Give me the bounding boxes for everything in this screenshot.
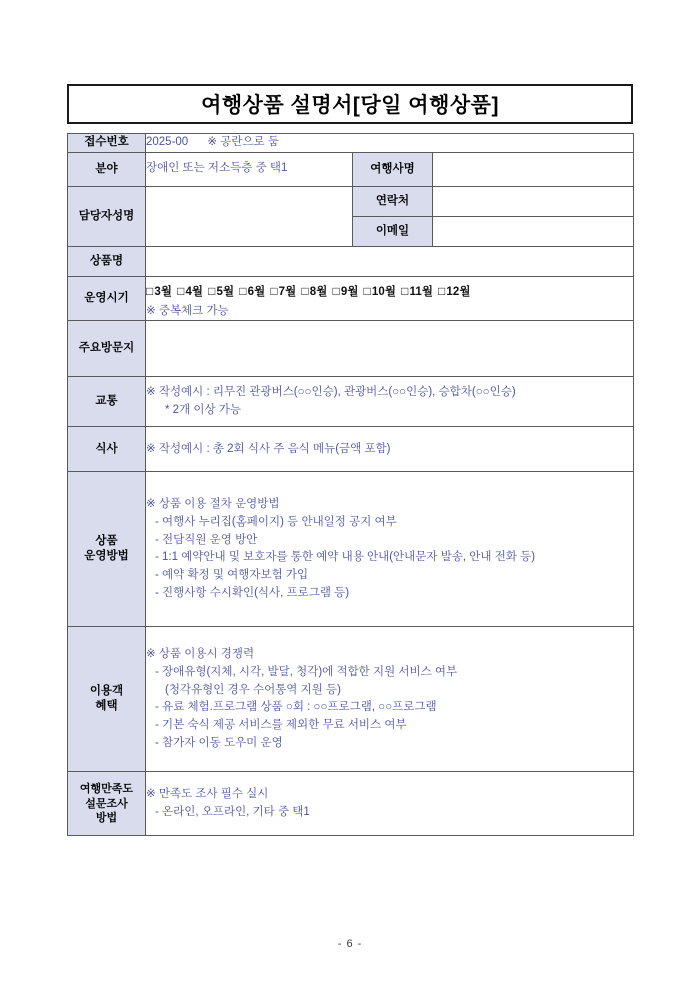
month-checkbox-8월[interactable] [301,283,328,298]
month-label: 7월 [278,285,297,298]
label-manager-name: 담당자성명 [68,186,146,246]
field-operating-period[interactable] [146,276,634,321]
text-line: - 전담직원 운영 방안 [155,533,258,546]
label-main-destinations: 주요방문지 [68,321,146,377]
operating-period-note: ※ 중복체크 가능 [146,304,229,317]
table-row-receipt-no [68,134,634,153]
label-meals: 식사 [68,427,146,472]
field-agency-name[interactable] [433,152,634,186]
table-row-transport [68,377,634,427]
month-label: 9월 [340,285,359,298]
month-checkbox-6월[interactable] [239,283,266,298]
field-product-name[interactable] [146,246,634,276]
month-checkbox-10월[interactable] [363,283,397,298]
label-agency-name: 여행사명 [353,152,433,186]
month-label: 10월 [371,285,397,298]
text-line: * 2개 이상 가능 [165,403,242,416]
label-satisfaction-survey [68,772,146,836]
label-field: 분야 [68,152,146,186]
text-line: - 기본 숙식 제공 서비스를 제외한 무료 서비스 여부 [155,719,407,732]
month-label: 5월 [216,285,235,298]
checkbox-icon[interactable]: □ [363,283,371,298]
month-label: 3월 [154,285,173,298]
field-contact[interactable] [433,186,634,216]
text-line: - 진행사항 수시확인(식사, 프로그램 등) [155,587,350,600]
field-transport[interactable] [146,377,634,427]
label-contact: 연락처 [353,186,433,216]
checkbox-icon[interactable]: □ [332,283,340,298]
checkbox-icon[interactable]: □ [401,283,409,298]
checkbox-icon[interactable]: □ [270,283,278,298]
label-user-benefits-line1: 이용객 [89,684,124,697]
label-satisfaction-survey-line2: 설문조사 [85,797,128,810]
field-main-destinations[interactable] [146,321,634,377]
label-operating-period: 운영시기 [68,276,146,321]
label-operation-method-line2: 운영방법 [84,550,129,563]
text-line: - 예약 확정 및 여행자보험 가입 [155,569,309,582]
label-receipt-no: 접수번호 [68,134,146,153]
satisfaction-survey-lines [146,786,633,822]
month-checkbox-9월[interactable] [332,283,359,298]
meals-lines [146,441,633,459]
checkbox-icon[interactable]: □ [301,283,309,298]
text-line: - 여행사 누리집(홈페이지) 등 안내일정 공지 여부 [155,515,397,528]
receipt-no-content [146,134,633,152]
checkbox-icon[interactable]: □ [146,283,154,298]
field-meals[interactable] [146,427,634,472]
document-title-box [67,84,633,124]
label-transport: 교통 [68,377,146,427]
travel-product-form-table [67,133,634,836]
month-checkbox-3월[interactable] [146,283,173,298]
table-row-user-benefits [68,627,634,772]
month-checkbox-group[interactable] [146,277,633,302]
text-line: ※ 상품 이용시 경쟁력 [146,648,255,660]
field-satisfaction-survey[interactable] [146,772,634,836]
month-label: 11월 [409,285,434,298]
table-row-operation-method [68,472,634,627]
table-row-satisfaction-survey [68,772,634,836]
user-benefits-lines [146,646,633,753]
page-title: 여행상품 설명서[당일 여행상품] [201,94,499,117]
receipt-no-value: 2025-00 [146,136,189,148]
operation-method-lines [146,496,633,603]
table-row-main-destinations [68,321,634,377]
text-line: - 유료 체험.프로그램 상품 ○회 : ○○프로그램, ○○프로그램 [155,701,437,714]
table-row-meals [68,427,634,472]
field-user-benefits[interactable] [146,627,634,772]
label-email: 이메일 [353,216,433,246]
text-line: ※ 작성예시 : 총 2회 식사 주 음식 메뉴(금액 포함) [146,442,391,455]
checkbox-icon[interactable]: □ [208,283,216,298]
checkbox-icon[interactable]: □ [177,283,185,298]
text-line: - 장애유형(지체, 시각, 발달, 청각)에 적합한 지원 서비스 여부 [155,665,458,678]
month-checkbox-4월[interactable] [177,283,204,298]
receipt-no-note: ※ 공란으로 둠 [207,136,279,148]
field-operation-method[interactable] [146,472,634,627]
text-line: - 1:1 예약안내 및 보호자를 통한 예약 내용 안내(안내문자 발송, 안내 전화 등) [155,551,536,564]
text-line: ※ 상품 이용 절차 운영방법 [146,498,280,510]
month-label: 8월 [309,285,328,298]
label-user-benefits-line2: 혜택 [95,700,118,713]
field-category-value[interactable]: 장애인 또는 저소득층 중 택1 [146,152,353,186]
month-label: 12월 [446,285,471,298]
month-label: 4월 [185,285,204,298]
label-satisfaction-survey-line1: 여행만족도 [79,782,134,795]
text-line: ※ 작성예시 : 리무진 관광버스(○○인승), 관광버스(○○인승), 승합차(○○인승) [146,386,516,399]
receipt-no-text [146,134,633,152]
field-email[interactable] [433,216,634,246]
text-line: - 온라인, 오프라인, 기타 중 택1 [155,805,310,818]
table-row-operating-period [68,276,634,321]
month-checkbox-12월[interactable] [438,283,471,298]
table-row-contact [68,186,634,216]
month-checkbox-7월[interactable] [270,283,297,298]
month-checkbox-11월[interactable] [401,283,434,298]
table-row-product-name [68,246,634,276]
label-operation-method-line1: 상품 [95,534,118,547]
page-number: - 6 - [337,938,363,950]
field-manager-name[interactable] [146,186,353,246]
transport-lines [146,384,633,420]
label-satisfaction-survey-line3: 방법 [95,812,118,825]
checkbox-icon[interactable]: □ [239,283,247,298]
label-operation-method [68,472,146,627]
month-label: 6월 [247,285,266,298]
table-row-field [68,152,634,186]
text-line: ※ 만족도 조사 필수 실시 [146,788,269,801]
checkbox-icon[interactable]: □ [438,283,446,298]
field-receipt-no[interactable] [146,134,634,153]
text-line: (청각유형인 경우 수어통역 지원 등) [165,683,341,696]
label-product-name: 상품명 [68,246,146,276]
label-user-benefits [68,627,146,772]
text-line: - 참가자 이동 도우미 운영 [155,737,283,750]
month-checkbox-5월[interactable] [208,283,235,298]
